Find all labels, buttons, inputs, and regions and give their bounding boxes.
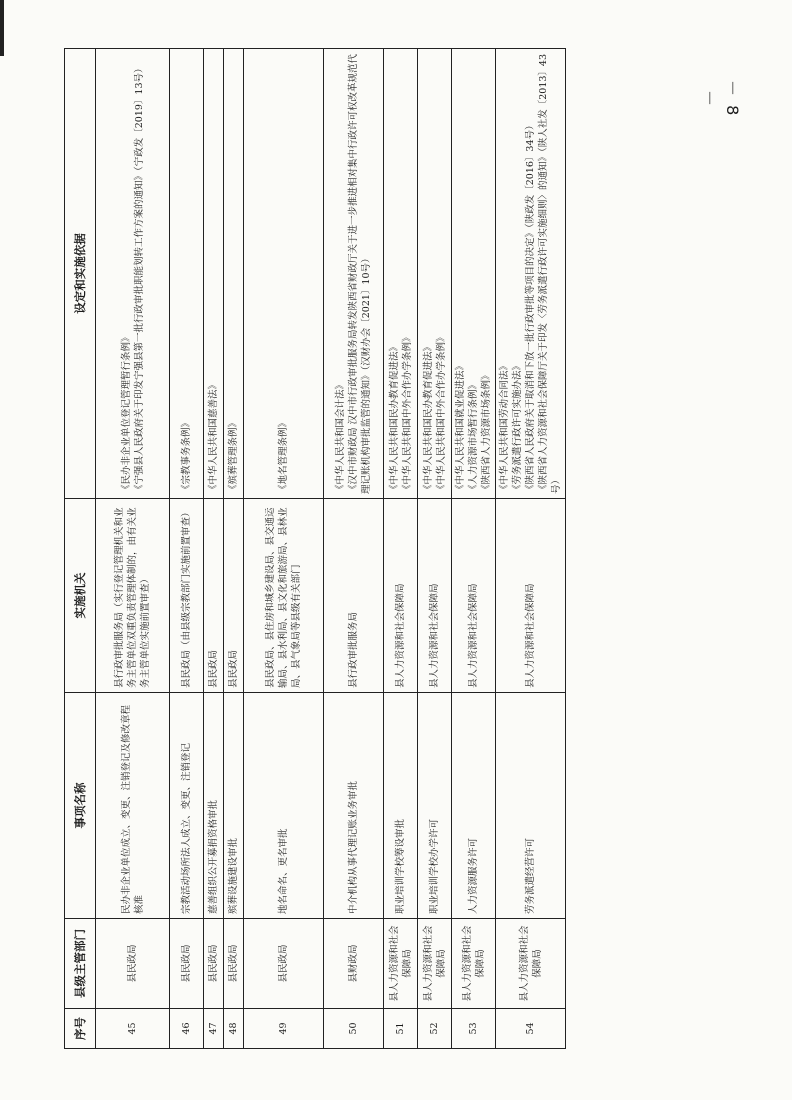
cell-basis: 《中华人民共和国会计法》 《汉中市财政局 汉中市行政审批服务局转发陕西省财政厅关于进一步推进相对集中行政许可权改革规范代理记账机构审批监管的通知》（汉财办会〔2021〕10号） [324, 49, 384, 499]
table-row [224, 49, 244, 1049]
cell-dept: 县民政局 [244, 919, 324, 1009]
cell-no: 46 [170, 1009, 204, 1049]
cell-no: 45 [96, 1009, 170, 1049]
table-row [384, 49, 418, 1049]
cell-item: 劳务派遣经营许可 [496, 693, 566, 919]
cell-no: 47 [204, 1009, 224, 1049]
cell-no: 52 [418, 1009, 452, 1049]
cell-basis: 《宗教事务条例》 [170, 49, 204, 499]
table-row [244, 49, 324, 1049]
cell-basis: 《地名管理条例》 [244, 49, 324, 499]
binding-mark [0, 0, 4, 56]
header-dept: 县级主管部门 [65, 919, 96, 1009]
cell-no: 51 [384, 1009, 418, 1049]
cell-basis: 《中华人民共和国民办教育促进法》 《中华人民共和国中外合作办学条例》 [418, 49, 452, 499]
rotated-page [64, 49, 759, 1049]
cell-org: 县行政审批服务局 [324, 499, 384, 693]
cell-dept: 县民政局 [204, 919, 224, 1009]
cell-dept: 县人力资源和社会保障局 [496, 919, 566, 1009]
cell-item: 民办非企业单位成立、变更、注销登记及修改章程核准 [96, 693, 170, 919]
table-body [96, 49, 566, 1049]
table-row [496, 49, 566, 1049]
approval-items-table [64, 48, 566, 1049]
cell-basis: 《中华人民共和国慈善法》 [204, 49, 224, 499]
cell-basis: 《中华人民共和国劳动合同法》 《劳务派遣行政许可实施办法》 《陕西省人民政府关于取消和下放一批行政审批等项目的决定》（陕政发〔2016〕34号） 《陕西省人力资源和社会保障厅关于印发〈劳务派遣行政许可实施细则〉的通知》（陕人社发〔2013〕43号） [496, 49, 566, 499]
cell-dept: 县人力资源和社会保障局 [384, 919, 418, 1009]
cell-dept: 县民政局 [96, 919, 170, 1009]
table-row [204, 49, 224, 1049]
cell-item: 中介机构从事代理记账业务审批 [324, 693, 384, 919]
cell-org: 县人力资源和社会保障局 [452, 499, 496, 693]
cell-org: 县民政局 [224, 499, 244, 693]
cell-dept: 县人力资源和社会保障局 [418, 919, 452, 1009]
header-no: 序号 [65, 1009, 96, 1049]
cell-dept: 县人力资源和社会保障局 [452, 919, 496, 1009]
cell-basis: 《中华人民共和国就业促进法》 《人力资源市场暂行条例》 《陕西省人力资源市场条例》 [452, 49, 496, 499]
cell-item: 职业培训学校筹设审批 [384, 693, 418, 919]
cell-item: 殡葬设施建设审批 [224, 693, 244, 919]
cell-basis: 《中华人民共和国民办教育促进法》 《中华人民共和国中外合作办学条例》 [384, 49, 418, 499]
cell-org: 县民政局、县住房和城乡建设局、县交通运输局、县水利局、县文化和旅游局、县林业局、县气象局等县级有关部门 [244, 499, 324, 693]
cell-item: 职业培训学校办学许可 [418, 693, 452, 919]
cell-no: 54 [496, 1009, 566, 1049]
cell-dept: 县民政局 [224, 919, 244, 1009]
cell-dept: 县民政局 [170, 919, 204, 1009]
cell-org: 县民政局（由县级宗教部门实施前置审查） [170, 499, 204, 693]
cell-basis: 《民办非企业单位登记管理暂行条例》 《宁强县人民政府关于印发宁强县第一批行政审批职能划转工作方案的通知》（宁政发〔2019〕13号） [96, 49, 170, 499]
table-row [170, 49, 204, 1049]
header-org: 实施机关 [65, 499, 96, 693]
cell-org: 县人力资源和社会保障局 [418, 499, 452, 693]
cell-no: 50 [324, 1009, 384, 1049]
page-number: － 8 － [700, 80, 742, 118]
cell-no: 49 [244, 1009, 324, 1049]
cell-item: 地名命名、更名审批 [244, 693, 324, 919]
cell-item: 宗教活动场所法人成立、变更、注销登记 [170, 693, 204, 919]
cell-org: 县行政审批服务局（实行登记管理机关和业务主管单位双重负责管理体制的，由有关业务主管单位实施前置审查） [96, 499, 170, 693]
cell-org: 县人力资源和社会保障局 [496, 499, 566, 693]
header-item: 事项名称 [65, 693, 96, 919]
cell-dept: 县财政局 [324, 919, 384, 1009]
cell-no: 48 [224, 1009, 244, 1049]
table-row [418, 49, 452, 1049]
table-row [324, 49, 384, 1049]
table-row [452, 49, 496, 1049]
cell-no: 53 [452, 1009, 496, 1049]
table-row [96, 49, 170, 1049]
cell-item: 人力资源服务许可 [452, 693, 496, 919]
header-basis: 设定和实施依据 [65, 49, 96, 499]
cell-basis: 《殡葬管理条例》 [224, 49, 244, 499]
cell-org: 县人力资源和社会保障局 [384, 499, 418, 693]
cell-org: 县民政局 [204, 499, 224, 693]
table-header-row [65, 49, 96, 1049]
cell-item: 慈善组织公开募捐资格审批 [204, 693, 224, 919]
